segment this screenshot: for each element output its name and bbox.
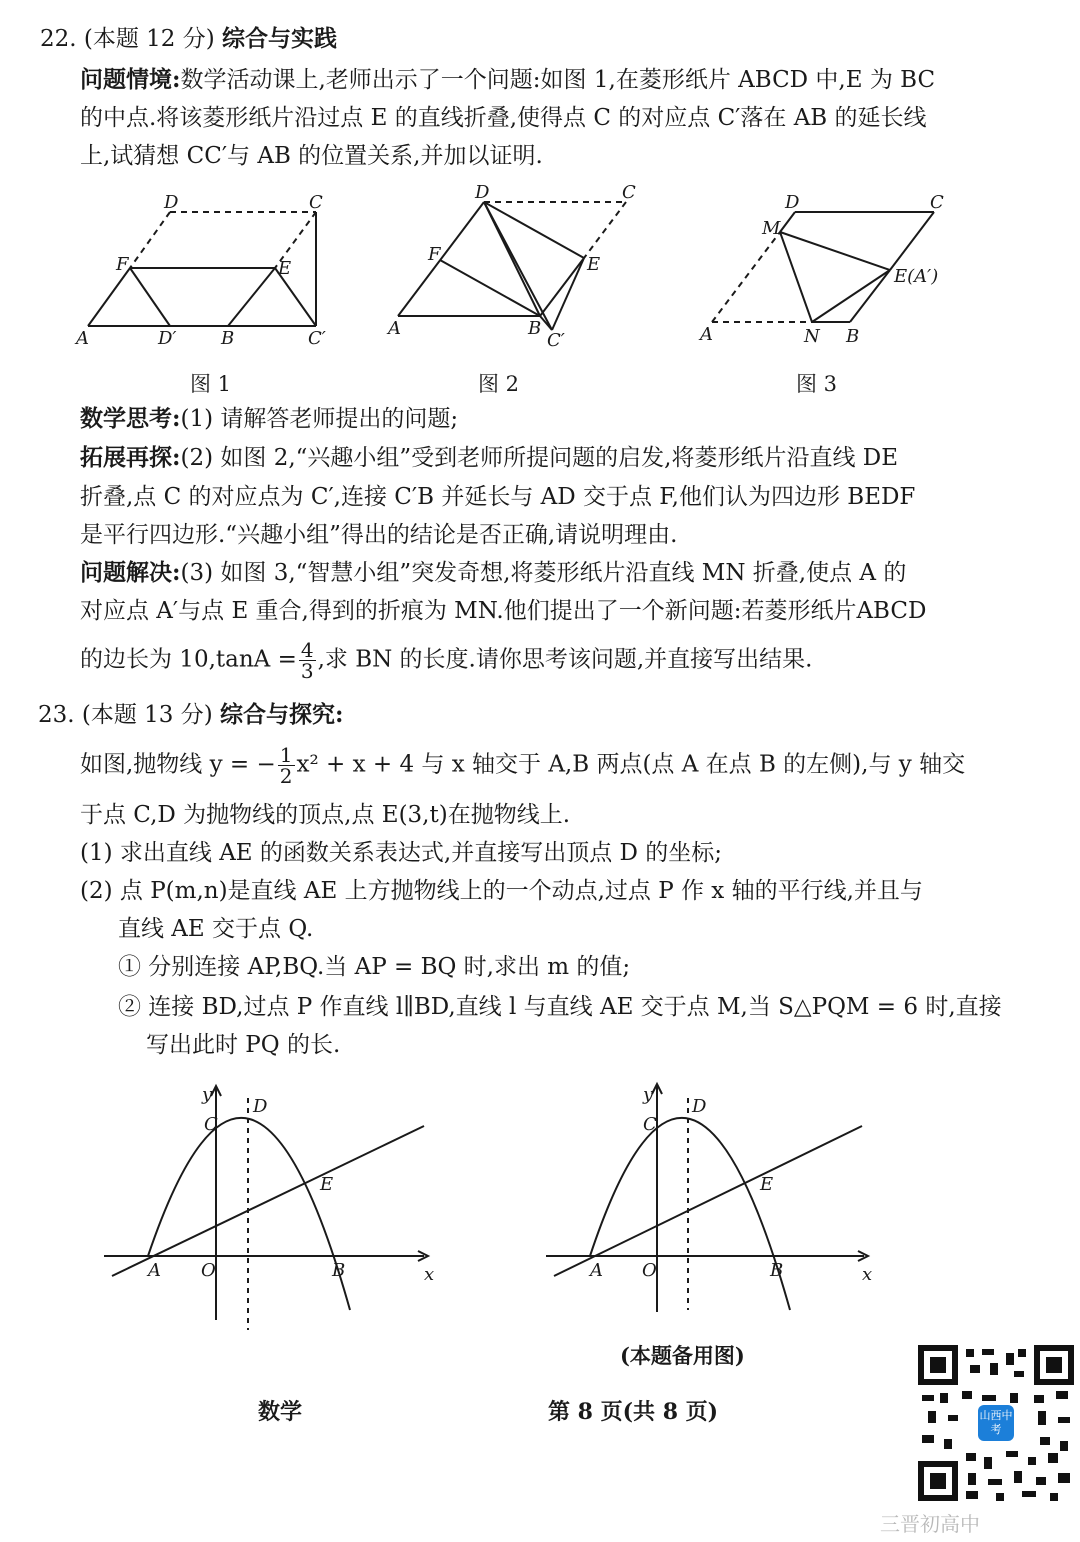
q22-p2-line1: 数学思考:(1) 请解答老师提出的问题; (80, 405, 459, 432)
fig1-label-D-prime: D′ (158, 328, 177, 349)
fig2-caption: 图 2 (478, 372, 520, 396)
fig3-label-D: D (785, 192, 800, 213)
graph1-label-C: C (204, 1114, 218, 1135)
fig2-label-C-prime: C′ (547, 330, 565, 351)
graph2-label-O: O (642, 1260, 657, 1281)
q22-p4-line2: 对应点 A′与点 E 重合,得到的折痕为 MN.他们提出了一个新问题:若菱形纸片ABCD (80, 598, 927, 624)
graph2-label-D: D (692, 1096, 707, 1117)
fig1-caption: 图 1 (190, 372, 232, 396)
fig1-label-C-prime: C′ (308, 328, 326, 349)
tan-fraction: $\frac{4}{3}$ (300, 638, 314, 683)
backup-figure-caption: (本题备用图) (620, 1343, 745, 1368)
fig3-label-N: N (804, 326, 820, 347)
q22-p1-line2: 的中点.将该菱形纸片沿过点 E 的直线折叠,使得点 C 的对应点 C′落在 AB 的延长线 (80, 105, 927, 131)
footer-page-number: 第 8 页(共 8 页) (548, 1399, 719, 1425)
q22-header: 22. (本题 12 分) 综合与实践 (40, 25, 338, 52)
fig2-label-E: E (587, 254, 601, 275)
graph1-label-A: A (148, 1260, 161, 1281)
q23-line6: ① 分别连接 AP,BQ.当 AP = BQ 时,求出 m 的值; (118, 954, 631, 980)
q22-p4-line3: 的边长为 10,tanA = $\frac{4}{3}$ ,求 BN 的长度.请你思考该问题,并直接写出结果. (80, 638, 813, 683)
q23-header: 23. (本题 13 分) 综合与探究: (38, 701, 344, 728)
footer-subject: 数学 (258, 1399, 303, 1425)
q22-p1-line3: 上,试猜想 CC′与 AB 的位置关系,并加以证明. (80, 143, 543, 169)
fig1-label-F: F (116, 254, 129, 275)
q22-p1-line1: 问题情境:数学活动课上,老师出示了一个问题:如图 1,在菱形纸片 ABCD 中,E 为 BC (80, 66, 936, 93)
graph1-label-E: E (320, 1174, 334, 1195)
qr-logo-badge: 山西中考 (978, 1405, 1014, 1441)
q23-line3: (1) 求出直线 AE 的函数关系表达式,并直接写出顶点 D 的坐标; (80, 840, 723, 866)
parabola-fraction: $\frac{1}{2}$ (279, 743, 293, 788)
fig1-label-C: C (309, 192, 323, 213)
q23-line8: 写出此时 PQ 的长. (146, 1032, 341, 1058)
fig1-label-A: A (76, 328, 89, 349)
fig1-label-D: D (164, 192, 179, 213)
graph2-label-A: A (590, 1260, 603, 1281)
fig3-caption: 图 3 (796, 372, 838, 396)
q23-line7: ② 连接 BD,过点 P 作直线 l∥BD,直线 l 与直线 AE 交于点 M,当 S△PQM = 6 时,直接 (118, 994, 1002, 1020)
watermark: 三晋初高中 (880, 1512, 980, 1536)
fig2-label-C: C (622, 182, 636, 203)
q22-p3-line2: 折叠,点 C 的对应点为 C′,连接 C′B 并延长与 AD 交于点 F,他们认为四边形 BEDF (80, 484, 916, 510)
fig3-label-B: B (846, 326, 860, 347)
q23-line1: 如图,抛物线 y = − $\frac{1}{2}$ x² + x + 4 与 x 轴交于 A,B 两点(点 A 在点 B 的左侧),与 y 轴交 (80, 743, 966, 788)
fig1-label-E: E (278, 258, 292, 279)
q22-p3-line3: 是平行四边形.“兴趣小组”得出的结论是否正确,请说明理由. (80, 522, 678, 548)
fig2-label-A: A (388, 318, 401, 339)
graph2-label-x: x (862, 1264, 873, 1285)
fig2-label-F: F (428, 244, 441, 265)
fig2-label-B: B (528, 318, 542, 339)
fig1-label-B: B (221, 328, 235, 349)
fig3-label-A: A (700, 324, 713, 345)
graph2-label-B: B (770, 1260, 784, 1281)
graph1-label-O: O (201, 1260, 216, 1281)
fig2-label-D: D (475, 182, 490, 203)
q22-p4-line1: 问题解决:(3) 如图 3,“智慧小组”突发奇想,将菱形纸片沿直线 MN 折叠,使点 A 的 (80, 559, 907, 586)
fig3-label-E: E(A′) (894, 266, 939, 287)
fig3-label-M: M (762, 218, 781, 239)
graph2-label-C: C (643, 1114, 657, 1135)
graph1-label-x: x (424, 1264, 435, 1285)
q22-p3-line1: 拓展再探:(2) 如图 2,“兴趣小组”受到老师所提问题的启发,将菱形纸片沿直线 DE (80, 444, 899, 471)
q23-line4: (2) 点 P(m,n)是直线 AE 上方抛物线上的一个动点,过点 P 作 x 轴的平行线,并且与 (80, 878, 923, 904)
graph2-label-y: y (643, 1084, 654, 1105)
fig3-label-C: C (930, 192, 944, 213)
graph1-label-D: D (253, 1096, 268, 1117)
graph2-label-E: E (760, 1174, 774, 1195)
q23-line5: 直线 AE 交于点 Q. (118, 916, 314, 942)
parabola-graph-1 (104, 1086, 428, 1330)
graph1-label-B: B (332, 1260, 346, 1281)
graph1-label-y: y (202, 1084, 213, 1105)
q23-line2: 于点 C,D 为抛物线的顶点,点 E(3,t)在抛物线上. (80, 802, 571, 828)
